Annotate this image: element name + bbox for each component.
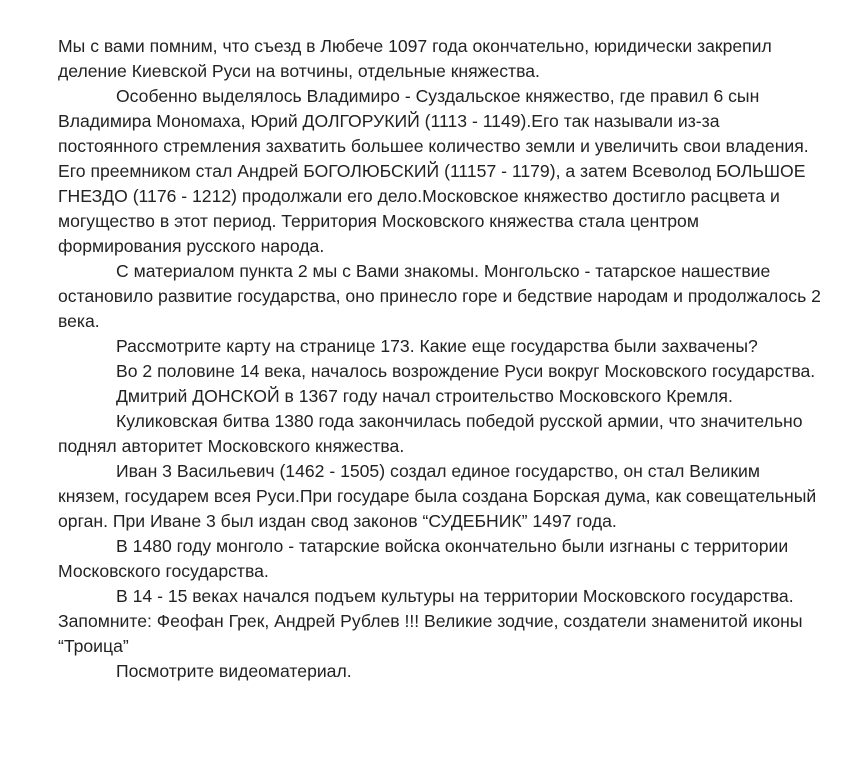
- paragraph: Иван 3 Васильевич (1462 - 1505) создал единое государство, он стал Великим князем, государем всея Руси.При государе была создана Борская дума, как совещательный орган. При Иване 3 был издан свод законов “СУДЕБНИК” 1497 года.: [58, 461, 817, 531]
- paragraph: Особенно выделялось Владимиро - Суздальское княжество, где правил 6 сын Владимира Мономаха, Юрий ДОЛГОРУКИЙ (1113 - 1149).Его так называли из-за постоянного стремления захватить большее количество земли и увеличить свои владения.: [58, 86, 809, 156]
- paragraph: В 14 - 15 веках начался подъем культуры на территории Московского государства. Запомните: Феофан Грек, Андрей Рублев !!! Великие зодчие, создатели знаменитой иконы “Троица”: [58, 586, 803, 656]
- paragraph: Куликовская битва 1380 года закончилась победой русской армии, что значительно поднял авторитет Московского княжества.: [58, 411, 803, 456]
- paragraph: С материалом пункта 2 мы с Вами знакомы. Монгольско - татарское нашествие остановило развитие государства, оно принесло горе и бедствие народам и продолжалось 2 века.: [58, 261, 821, 331]
- paragraph: Дмитрий ДОНСКОЙ в 1367 году начал строительство Московского Кремля.: [116, 386, 733, 406]
- paragraph: Его преемником стал Андрей БОГОЛЮБСКИЙ (11157 - 1179), а затем Всеволод БОЛЬШОЕ ГНЕЗДО (1176 - 1212) продолжали его дело.Московское княжество достигло расцвета и могущество в этот период. Территория Московского княжества стала центром формирования русского народа.: [58, 161, 806, 256]
- paragraph: Рассмотрите карту на странице 173. Какие еще государства были захвачены?: [116, 336, 758, 356]
- paragraph: Во 2 половине 14 века, началось возрождение Руси вокруг Московского государства.: [116, 361, 816, 381]
- paragraph: Мы с вами помним, что съезд в Любече 1097 года окончательно, юридически закрепил деление Киевской Руси на вотчины, отдельные княжества.: [58, 36, 772, 81]
- paragraph: В 1480 году монголо - татарские войска окончательно были изгнаны с территории Московского государства.: [58, 536, 789, 581]
- paragraph: Посмотрите видеоматериал.: [116, 661, 352, 681]
